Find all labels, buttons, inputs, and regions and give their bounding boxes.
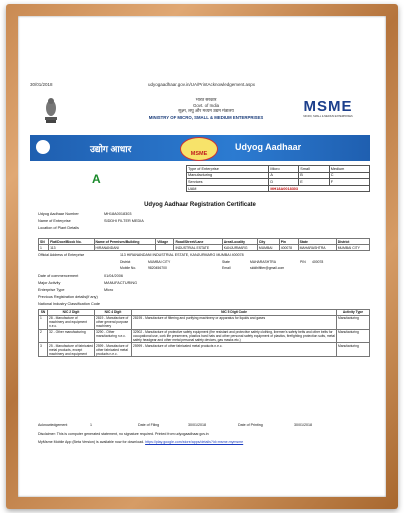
- cell: MUMBAI CITY: [336, 245, 369, 251]
- filing-label: Date of Filing: [138, 423, 160, 427]
- detail-value: MANUFACTURING: [104, 281, 138, 285]
- cell: Manufacturing: [187, 172, 269, 179]
- table-row: [39, 343, 370, 357]
- detail-row: [38, 302, 104, 306]
- ack-value: 1: [90, 423, 92, 427]
- mobile-label: Mobile No.: [120, 266, 137, 270]
- email-label: Email: [222, 266, 231, 270]
- field-value: MH18A0018303: [104, 212, 132, 216]
- filing-value: 30/01/2018: [188, 423, 206, 427]
- col-header: Area/Locality: [222, 239, 257, 245]
- pin-label: PIN: [300, 260, 306, 264]
- banner-title: Udyog Aadhaar: [235, 142, 302, 152]
- certificate-title: Udyog Aadhaar Registration Certificate: [144, 202, 256, 208]
- udyog-aadhaar-logo-icon: [36, 140, 50, 154]
- cell: Micro: [269, 166, 299, 173]
- cell: Manufacturing: [337, 329, 370, 343]
- printing-value: 30/01/2018: [294, 423, 312, 427]
- cell: HIRANANDANI: [94, 245, 156, 251]
- ministry-title: [126, 97, 286, 120]
- cell: 32902 - Manufacture of protective safety equipment (fire resistant and protective safety clothing, linemen's safety belts and other belts for occupational use, cork life preservers, plastics hard hats and other personal safety equipment of plastics, firefighting protection suits, metal safety headgear and other metal personal safety devices, gas masks etc.): [133, 329, 335, 342]
- cell: INDUSTRIAL ESTATE: [174, 245, 222, 251]
- msme-badge-text: MSME: [190, 151, 208, 157]
- col-header: City: [257, 239, 279, 245]
- classification-table: [186, 165, 370, 192]
- cell: Small: [299, 166, 329, 173]
- cell: 3: [39, 343, 48, 357]
- col-header: SN: [39, 239, 49, 245]
- col-header: District: [336, 239, 369, 245]
- cell: F: [329, 179, 369, 186]
- cell: E: [299, 179, 329, 186]
- gov-label: Govt. of India: [192, 103, 220, 108]
- government-header: [30, 93, 370, 133]
- table-row: [39, 329, 370, 343]
- col-header: State: [298, 239, 336, 245]
- district-value: MUMBAI CITY: [148, 260, 171, 264]
- ministry-hindi: भारत सरकार: [195, 97, 217, 102]
- nic-code-table: [38, 309, 370, 357]
- detail-label: Enterprise Type: [38, 288, 65, 292]
- detail-row: [38, 288, 113, 292]
- col-header: Flat/Door/Block No.: [49, 239, 94, 245]
- banner-hindi-title: उद्योग आधार: [90, 144, 132, 154]
- cell: [156, 245, 174, 251]
- col-header: NIC 5 Digit Code: [132, 310, 337, 316]
- disclaimer: Disclaimer: This is computer generated statement, no signature required. Printed from udyogaadhaar.gov.in: [38, 432, 209, 436]
- cell: 1: [39, 245, 49, 251]
- cell: 25999 - Manufacture of other fabricated metal products n.e.c.: [132, 343, 337, 357]
- mobile-app-text: MyMsme Mobile App (Beta Version) is available now for download.: [38, 440, 145, 444]
- cell: Type of Enterprise: [187, 166, 269, 173]
- cell: B: [299, 172, 329, 179]
- msme-badge-icon: [180, 137, 218, 161]
- detail-label: Major Activity: [38, 281, 61, 285]
- enterprise-grade: A: [92, 172, 101, 186]
- cell: 400078: [279, 245, 298, 251]
- field-row: [38, 226, 104, 230]
- detail-row: [38, 281, 137, 285]
- cell: 2599 - Manufacture of other fabricated metal products n.e.c.: [95, 343, 132, 357]
- table-row: [39, 245, 370, 251]
- mobile-app-link[interactable]: https://play.google.com/store/apps/details?id=msme.mymsme: [145, 440, 244, 444]
- field-label: Name of Enterprise: [38, 219, 71, 223]
- mobile-value: 9820456700: [148, 266, 167, 270]
- pin-value: 400078: [312, 260, 324, 264]
- address-label: Official Address of Enterprise: [38, 253, 85, 257]
- cell: 2: [39, 329, 48, 343]
- state-value: MAHARASHTRA: [250, 260, 276, 264]
- col-header: Village: [156, 239, 174, 245]
- detail-label: National Industry Classification Code: [38, 302, 101, 306]
- uam-number: MH18A0018303: [269, 185, 370, 192]
- field-value: SIDDHI FILTER MEDIA: [104, 219, 144, 223]
- table-row: [39, 315, 370, 329]
- uam-label: UAM: [187, 185, 269, 192]
- email-value: siddhifilter@gmail.com: [250, 266, 285, 270]
- cell: Medium: [329, 166, 369, 173]
- col-header: NIC 4 Digit: [95, 310, 132, 316]
- cell: 113: [49, 245, 94, 251]
- col-header: Name of Premises/Building: [94, 239, 156, 245]
- col-header: Activity Type: [337, 310, 370, 316]
- address-line: 113 HIRANANDANI INDUSTRIAL ESTATE, KANJURMARG MUMBAI 400078: [120, 253, 244, 257]
- msme-logo: [298, 99, 358, 125]
- cell: 3290 - Other manufacturing n.e.c.: [95, 329, 132, 343]
- district-label: District: [120, 260, 131, 264]
- cell: 2819 - Manufacture of other general purpose machinery: [95, 315, 132, 329]
- print-date: 30/01/2018: [30, 82, 53, 87]
- national-emblem-icon: [42, 95, 60, 125]
- ack-label: Acknowledgement: [38, 423, 68, 427]
- field-label: Udyog Aadhaar Number: [38, 212, 79, 216]
- col-header: NIC 2 Digit: [48, 310, 95, 316]
- detail-label: Date of commencement: [38, 274, 79, 278]
- cell: 32 - Other manufacturing: [48, 329, 95, 343]
- detail-label: Previous Registration details(if any): [38, 295, 98, 299]
- mobile-app-note: [38, 440, 370, 444]
- detail-value: Micro: [104, 288, 114, 292]
- cell: 28195 - Manufacture of filtering and purifying machinery or apparatus for liquids and gases: [132, 315, 337, 329]
- cell: 28 - Manufacture of machinery and equipment n.e.c.: [48, 315, 95, 329]
- cell: MUMBAI: [257, 245, 279, 251]
- cell: Manufacturing: [337, 315, 370, 329]
- col-header: Road/Street/Lane: [174, 239, 222, 245]
- msme-logo-text: MSME: [303, 98, 353, 115]
- printing-label: Date of Printing: [238, 423, 263, 427]
- ministry-english: MINISTRY OF MICRO, SMALL & MEDIUM ENTERPRISES: [148, 115, 264, 120]
- print-url: udyogaadhaar.gov.in/UA/PrintAcknowledgement.aspx: [148, 82, 255, 87]
- col-header: SN: [39, 310, 48, 316]
- cell: D: [269, 179, 299, 186]
- cell: C: [329, 172, 369, 179]
- field-row: [38, 219, 144, 223]
- detail-value: 01/04/2006: [104, 274, 124, 278]
- col-header: Pin: [279, 239, 298, 245]
- cell: Manufacturing: [337, 343, 370, 357]
- ministry-hindi-2: सूक्ष्म, लघु और मध्यम उद्यम मंत्रालय: [178, 108, 234, 113]
- cell: 25 - Manufacture of fabricated metal products, except machinery and equipment: [49, 343, 93, 356]
- detail-row: [38, 295, 104, 299]
- state-label: State: [222, 260, 230, 264]
- field-row: [38, 212, 131, 216]
- plant-location-table: [38, 238, 370, 251]
- udyog-aadhaar-banner: [30, 135, 370, 161]
- cell: MAHARASHTRA: [298, 245, 336, 251]
- msme-logo-subtitle: MICRO, SMALL & MEDIUM ENTERPRISES: [303, 115, 353, 118]
- cell: 1: [39, 315, 48, 329]
- detail-row: [38, 274, 123, 278]
- field-label: Location of Plant Details: [38, 226, 79, 230]
- cell: KANJURMARG: [222, 245, 257, 251]
- cell: A: [269, 172, 299, 179]
- cell: Services: [187, 179, 269, 186]
